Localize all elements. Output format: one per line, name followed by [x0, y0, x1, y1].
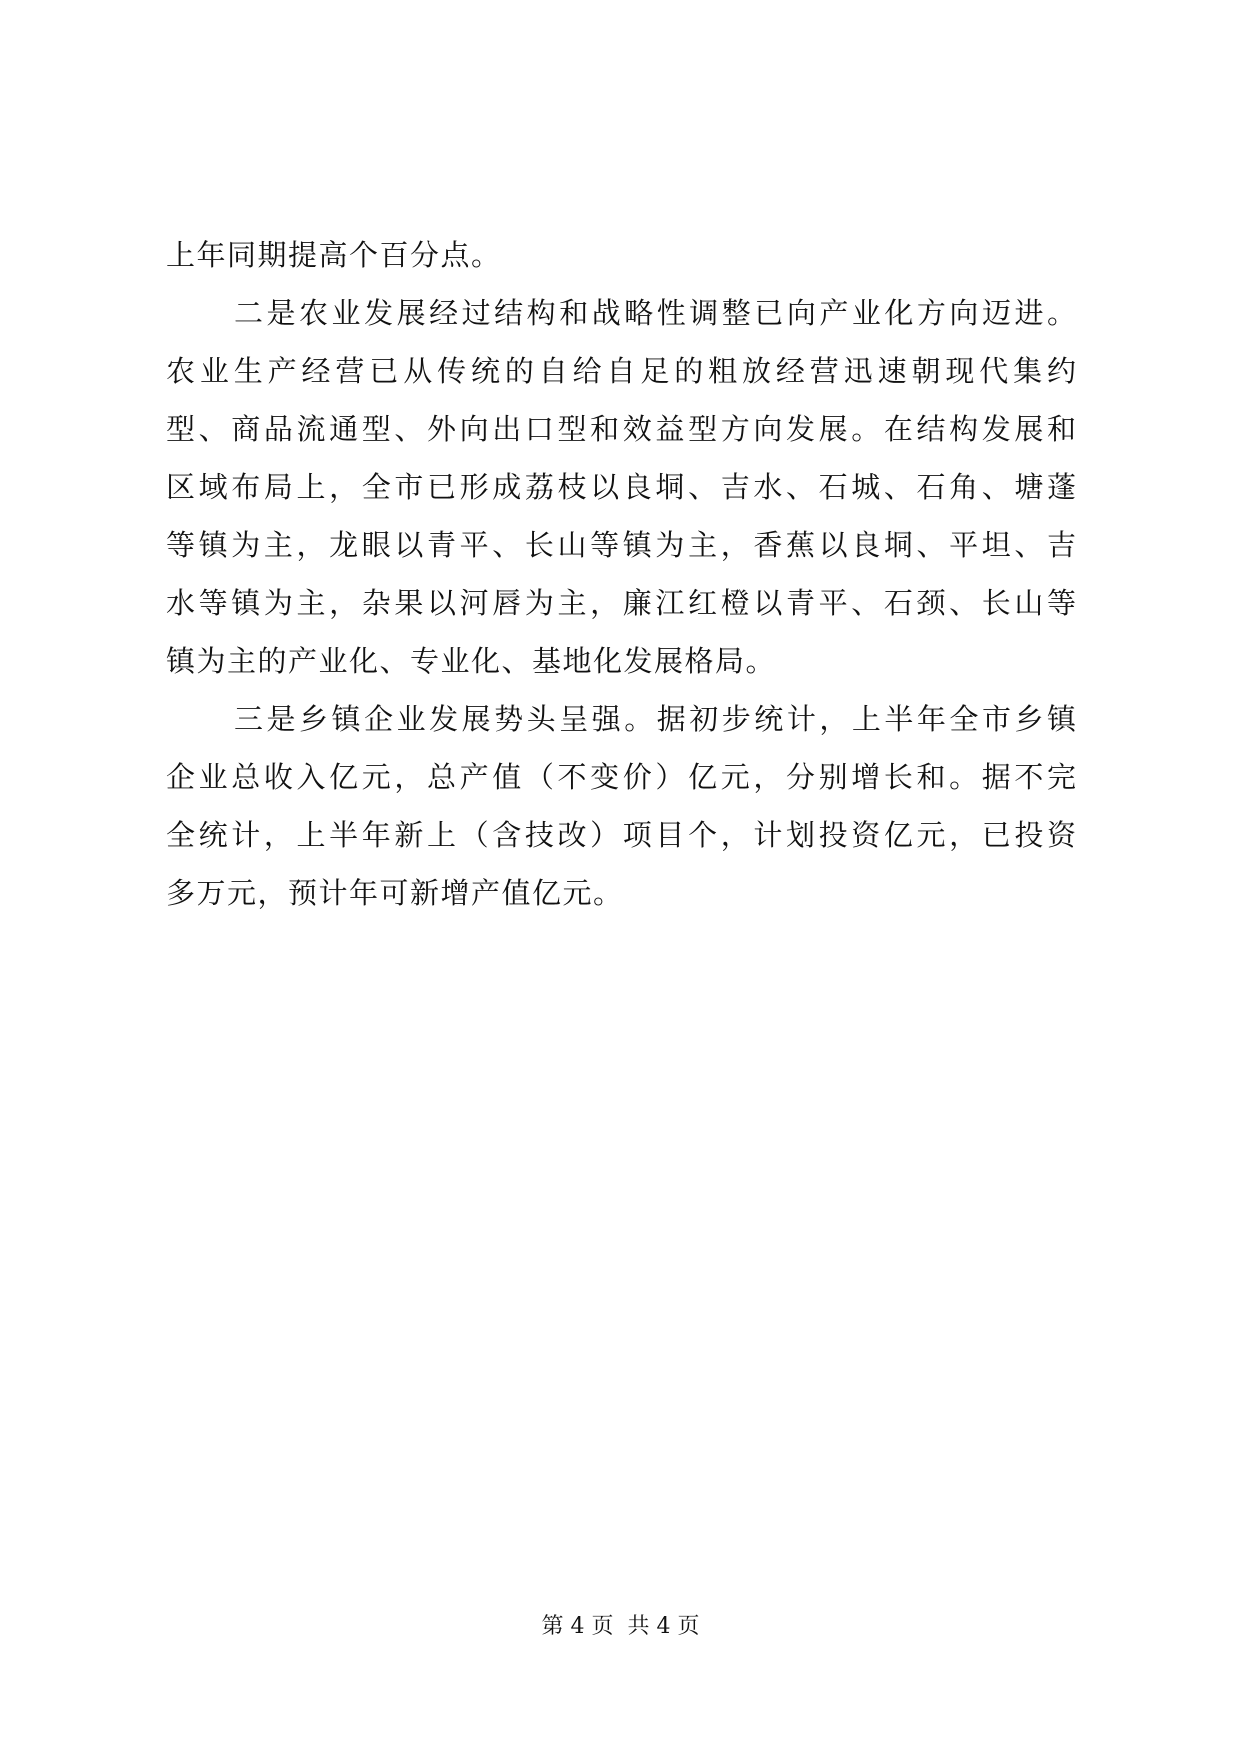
document-body	[166, 226, 1076, 922]
paragraph-line: 型、商品流通型、外向出口型和效益型方向发展。在结构发展和	[166, 412, 1076, 446]
paragraph-line: 三是乡镇企业发展势头呈强。据初步统计，上半年全市乡镇	[234, 702, 1076, 736]
paragraph-line: 企业总收入亿元，总产值（不变价）亿元，分别增长和。据不完	[166, 760, 1076, 794]
paragraph-line: 全统计，上半年新上（含技改）项目个，计划投资亿元，已投资	[166, 818, 1076, 852]
paragraph-line: 多万元，预计年可新增产值亿元。	[166, 876, 624, 910]
paragraph-line: 农业生产经营已从传统的自给自足的粗放经营迅速朝现代集约	[166, 354, 1076, 388]
page-total: 共 4 页	[627, 1614, 700, 1639]
paragraph-line: 水等镇为主，杂果以河唇为主，廉江红橙以青平、石颈、长山等	[166, 586, 1076, 620]
paragraph-line: 二是农业发展经过结构和战略性调整已向产业化方向迈进。	[234, 296, 1076, 330]
page-number: 第 4 页	[541, 1614, 614, 1639]
paragraph-line: 等镇为主，龙眼以青平、长山等镇为主，香蕉以良垌、平坦、吉	[166, 528, 1076, 562]
paragraph-line: 区域布局上，全市已形成荔枝以良垌、吉水、石城、石角、塘蓬	[166, 470, 1076, 504]
paragraph-line: 镇为主的产业化、专业化、基地化发展格局。	[166, 644, 777, 678]
page-footer	[0, 1612, 1241, 1642]
paragraph-line: 上年同期提高个百分点。	[166, 238, 502, 272]
